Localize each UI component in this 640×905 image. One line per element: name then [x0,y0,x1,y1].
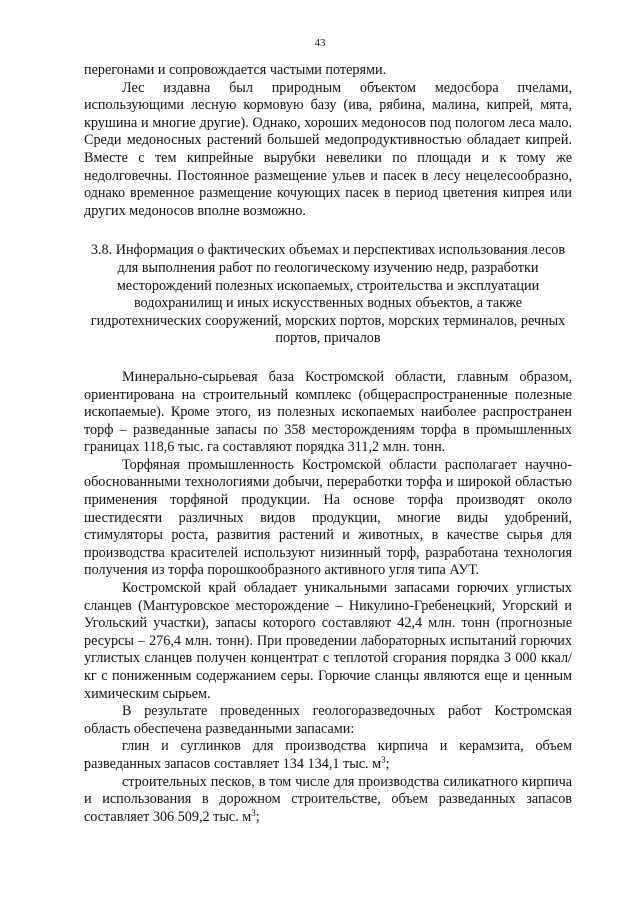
sand-unit-superscript: 3 [251,807,256,818]
paragraph-peat-industry: Торфяная промышленность Костромской области располагает научно-обоснованными технологиями добычи, переработки торфа и широкой областью применения торфяной продукции. На основе торфа производят около шестидесяти различных видов продукции, многие виды удобрений, стимуляторы роста, развития растений и животных, в качестве сырья для производства красителей используют низинный торф, разработана технология получения из торфа порошкообразного активного угля типа АУТ. [84,456,572,579]
page-number: 43 [314,37,326,49]
section-heading: 3.8. Информация о фактических объемах и перспективах использования лесов для выполнения работ по геологическому изучению недр, разработки месторождений полезных ископаемых, строительства и эксплуатации водохранилищ и иных искусственных водных объектов, а также гидротехнических сооружений, морских портов, морских терминалов, речных портов, причалов [90,242,566,347]
paragraph-continuation: перегонами и сопровождается частыми потерями. [84,62,387,78]
page-content [84,62,572,826]
list-item-clay [84,738,572,773]
paragraph-honey-plants: Лес издавна был природным объектом медосбора пчелами, использующими лесную кормовую базу (ива, рябина, малина, кипрей, мята, крушина и многие другие). Однако, хороших медоносов под пологом леса мало. Среди медоносных растений большей медопродуктивностью обладает кипрей. Вместе с тем кипрейные вырубки невелики по площади и к тому же недолговечны. Постоянное размещение ульев и пасек в лесу нецелесообразно, однако временное размещение кочующих пасек в период цветения кипрея или других медоносов вполне возможно. [84,79,572,219]
paragraph-exploration: В результате проведенных геологоразведочных работ Костромская область обеспечена разведанными запасами: [84,703,572,737]
list-item-sand [84,774,572,827]
clay-unit-superscript: 3 [381,754,386,765]
sand-tail: ; [255,808,260,825]
paragraph-oil-shale: Костромской край обладает уникальными запасами горючих углистых сланцев (Мантуровское месторождение – Никулино-Гребенецкий, Угорский и Угольский участки), запасы которого составляют 42,4 млн. тонн (прогнозные ресурсы – 276,4 млн. тонн). При проведении лабораторных испытаний горючих углистых сланцев получен концентрат с теплотой сгорания порядка 3 000 ккал/кг с пониженным содержанием серы. Горючие сланцы являются еще и ценным химическим сырьем. [84,580,572,702]
paragraph-mineral-base: Минерально-сырьевая база Костромской области, главным образом, ориентирована на строительный комплекс (общераспространенные полезные ископаемые). Кроме этого, из полезных ископаемых наиболее распространен торф – разведанные запасы по 358 месторождениям торфа в промышленных границах 118,6 тыс. га составляют порядка 311,2 млн. тонн. [84,368,572,456]
sand-text: строительных песков, в том числе для производства силикатного кирпича и использования в дорожном строительстве, объем разведанных запасов составляет 306 509,2 тыс. м [84,773,572,825]
clay-text: глин и суглинков для производства кирпича и керамзита, объем разведанных запасов составляет 134 134,1 тыс. м [84,738,572,772]
clay-tail: ; [385,755,390,772]
